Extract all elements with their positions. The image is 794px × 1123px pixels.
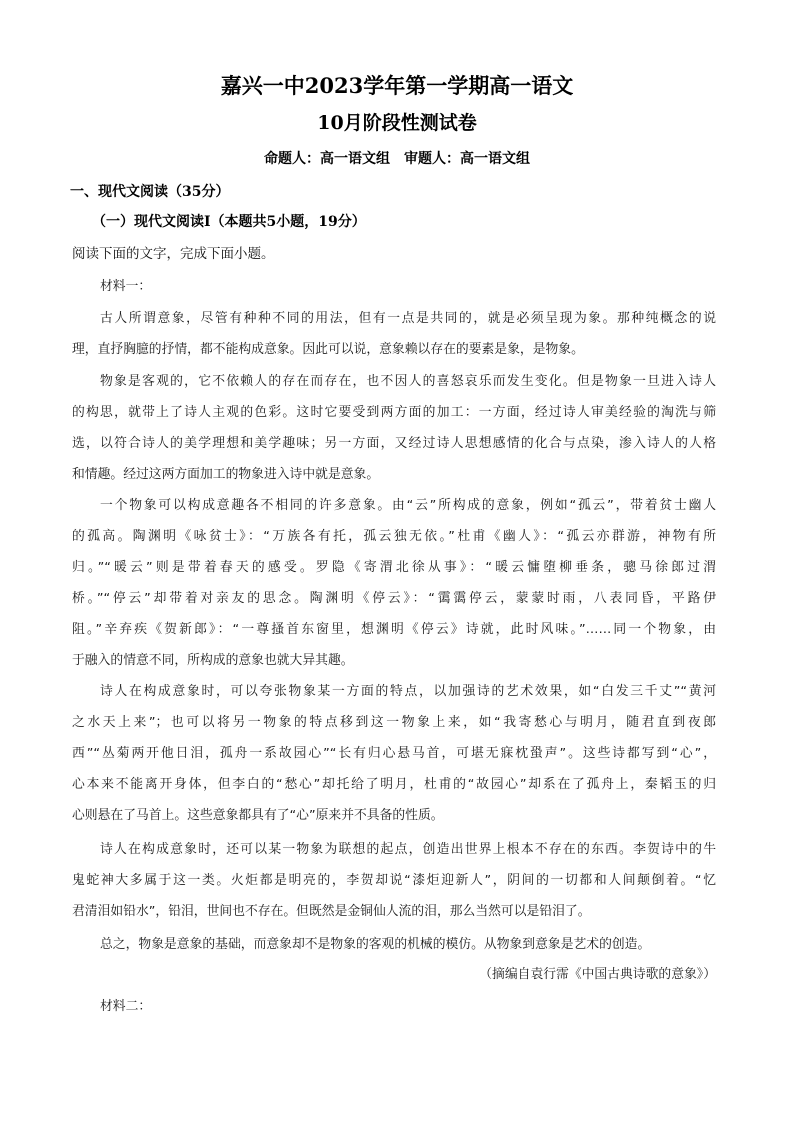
section-heading: 一、现代文阅读（35分） [70,184,230,200]
text-line: 桥。”“停云”却带着对亲友的思念。陶渊明《停云》：“霭霭停云，蒙蒙时雨，八表同昏，平路伊 [72,591,716,606]
text-line: 的构思，就带上了诗人主观的色彩。这时它要受到两方面的加工：一方面，经过诗人审美经验的淘洗与筛 [72,405,716,420]
text-line: 于融入的情意不同，所构成的意象也就大异其趣。 [72,653,354,668]
text-line: 古人所谓意象，尽管有种种不同的用法，但有一点是共同的，就是必须呈现为象。那种纯概念的说 [100,311,716,326]
text-line: 君清泪如铅水”，铅泪，世间也不存在。但既然是金铜仙人流的泪，那么当然可以是铅泪了。 [72,904,591,919]
text-line: 物象是客观的，它不依赖人的存在而存在，也不因人的喜怒哀乐而发生变化。但是物象一旦进入诗人 [100,374,716,389]
text-line: 理，直抒胸臆的抒情，都不能构成意象。因此可以说，意象赖以存在的要素是象，是物象。 [72,342,584,357]
text-line: 一个物象可以构成意趣各不相同的许多意象。由“云”所构成的意象，例如“孤云”，带着贫士幽人 [100,498,716,513]
text-line: 心本来不能离开身体，但李白的“愁心”却托给了明月，杜甫的“故园心”却系在了孤舟上，秦韬玉的归 [72,777,716,792]
exam-title: 嘉兴一中2023学年第一学期高一语文 [220,73,574,98]
text-line: 阻。”辛弃疾《贺新郎》：“一尊搔首东窗里，想渊明《停云》诗就，此时风味。”……同一个物象，由 [72,622,716,637]
text-line: 选，以符合诗人的美学理想和美学趣味；另一方面，又经过诗人思想感情的化合与点染，渗入诗人的人格 [72,436,716,451]
text-line: 诗人在构成意象时，还可以某一物象为联想的起点，创造出世界上根本不存在的东西。李贺诗中的牛 [100,842,716,857]
text-line: 鬼蛇神大多属于这一类。火炬都是明亮的，李贺却说“漆炬迎新人”，阴间的一切都和人间颠倒着。“忆 [72,873,716,888]
exam-subtitle: 10月阶段性测试卷 [317,112,477,134]
text-line: 之水天上来”；也可以将另一物象的特点移到这一物象上来，如“我寄愁心与明月，随君直到夜郎 [72,715,716,730]
authors-line: 命题人：高一语文组 审题人：高一语文组 [264,151,530,167]
text-line: 归。”“暖云”则是带着春天的感受。罗隐《寄渭北徐从事》：“暖云慵堕柳垂条，骢马徐郎过渭 [72,560,716,575]
source-citation: （摘编自袁行霈《中国古典诗歌的意象》） [479,967,716,982]
subsection-heading: （一）现代文阅读Ⅰ（本题共5小题，19分） [92,214,366,230]
reading-instruction: 阅读下面的文字，完成下面小题。 [72,246,275,262]
text-line: 心则悬在了马首上。这些意象都具有了“心”原来并不具备的性质。 [72,808,444,823]
text-line: 诗人在构成意象时，可以夸张物象某一方面的特点，以加强诗的艺术效果，如“白发三千丈”“黄河 [100,684,716,699]
text-line: 西”“丛菊两开他日泪，孤舟一系故园心”“长有归心悬马首，可堪无寐枕蛩声”。这些诗都写到“心”， [72,746,716,761]
text-line: 的孤高。陶渊明《咏贫士》：“万族各有托，孤云独无依。”杜甫《幽人》：“孤云亦群游，神物有所 [72,529,716,544]
material-label: 材料一： [100,279,152,294]
text-line: 总之，物象是意象的基础，而意象却不是物象的客观的机械的模仿。从物象到意象是艺术的创造。 [100,937,651,952]
text-line: 和情趣。经过这两方面加工的物象进入诗中就是意象。 [72,467,380,482]
material-label: 材料二： [100,999,152,1014]
